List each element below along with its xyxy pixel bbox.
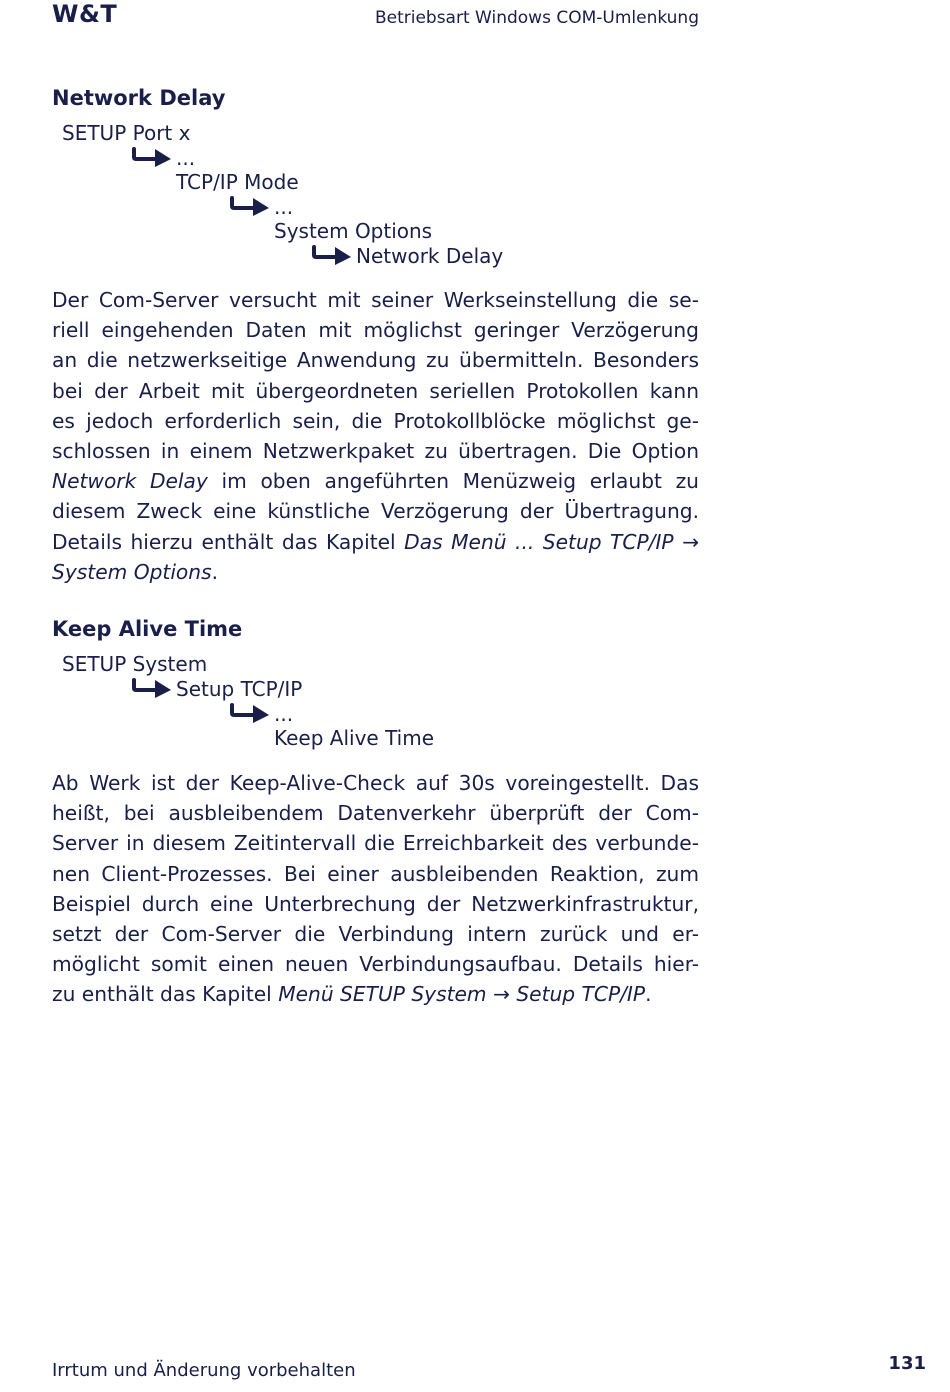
hooked-right-arrow-icon (131, 146, 173, 168)
paragraph-line: diesem Zweck eine künstliche Verzögerung der Übertragung. (52, 499, 699, 524)
menu-path-item: System Options (274, 219, 433, 243)
paragraph-line: riell eingehenden Daten mit möglichst geringer Verzögerung (52, 318, 699, 343)
paragraph-line: Der Com-Server versucht mit seiner Werkseinstellung die se- (52, 288, 699, 312)
paragraph-text: Details hierzu enthält das Kapitel (52, 529, 405, 554)
menu-path-item: Keep Alive Time (274, 726, 435, 750)
paragraph-text: . (645, 982, 652, 1007)
hooked-right-arrow-icon (311, 244, 353, 266)
chapter-reference: Menü SETUP System → Setup TCP/IP (278, 982, 646, 1007)
hooked-right-arrow-icon (229, 702, 271, 724)
menu-path-item: SETUP System (62, 652, 208, 676)
paragraph-line (52, 466, 699, 496)
menu-path-item: ... (274, 195, 294, 219)
paragraph-line: bei der Arbeit mit übergeordneten seriellen Protokollen kann (52, 378, 699, 403)
paragraph-text: im oben angeführten Menüzweig erlaubt zu (207, 469, 699, 494)
paragraph-text: zu enthält das Kapitel (52, 982, 279, 1007)
page-number: 131 (888, 1353, 926, 1374)
chapter-reference: System Options (52, 559, 212, 584)
paragraph-line: möglicht somit einen neuen Verbindungsaufbau. Details hier- (52, 952, 699, 977)
section-title-network-delay: Network Delay (52, 86, 226, 110)
brand-logo: W&T (52, 0, 118, 28)
paragraph-line: schlossen in einem Netzwerkpaket zu übertragen. Die Option (52, 439, 699, 464)
paragraph-line: setzt der Com-Server die Verbindung intern zurück und er- (52, 922, 699, 947)
paragraph-line: Server in diesem Zeitintervall die Erreichbarkeit des verbunde- (52, 831, 699, 856)
menu-path-item: Setup TCP/IP (176, 677, 303, 701)
paragraph-line: an die netzwerkseitige Anwendung zu übermitteln. Besonders (52, 348, 699, 373)
running-head: Betriebsart Windows COM-Umlenkung (374, 8, 699, 28)
paragraph-line: Ab Werk ist der Keep-Alive-Check auf 30s voreingestellt. Das (52, 771, 699, 795)
menu-path-item: SETUP Port x (62, 121, 191, 145)
menu-path-item: ... (176, 146, 196, 170)
hooked-right-arrow-icon (229, 195, 271, 217)
paragraph-line: Beispiel durch eine Unterbrechung der Netzwerkinfrastruktur, (52, 891, 699, 916)
emphasis-text: Network Delay (52, 469, 208, 494)
section-title-keep-alive-time: Keep Alive Time (52, 617, 243, 641)
menu-path-item: ... (274, 702, 294, 726)
hooked-right-arrow-icon (131, 677, 173, 699)
chapter-reference: Das Menü ... Setup TCP/IP → (404, 529, 700, 554)
footer-disclaimer: Irrtum und Änderung vorbehalten (52, 1360, 356, 1381)
paragraph-line (52, 979, 699, 1009)
paragraph-line: nen Client-Prozesses. Bei einer ausbleibenden Reaktion, zum (52, 861, 699, 886)
paragraph-line (52, 557, 699, 587)
paragraph-line: heißt, bei ausbleibendem Datenverkehr überprüft der Com- (52, 801, 699, 826)
menu-path-item: TCP/IP Mode (176, 170, 299, 194)
paragraph-line (52, 527, 699, 557)
body-paragraph-keep-alive-time (52, 768, 699, 1010)
body-paragraph-network-delay (52, 285, 699, 587)
menu-path-item: Network Delay (356, 244, 504, 268)
paragraph-text: . (211, 559, 219, 584)
paragraph-line: es jedoch erforderlich sein, die Protokollblöcke möglichst ge- (52, 408, 699, 433)
